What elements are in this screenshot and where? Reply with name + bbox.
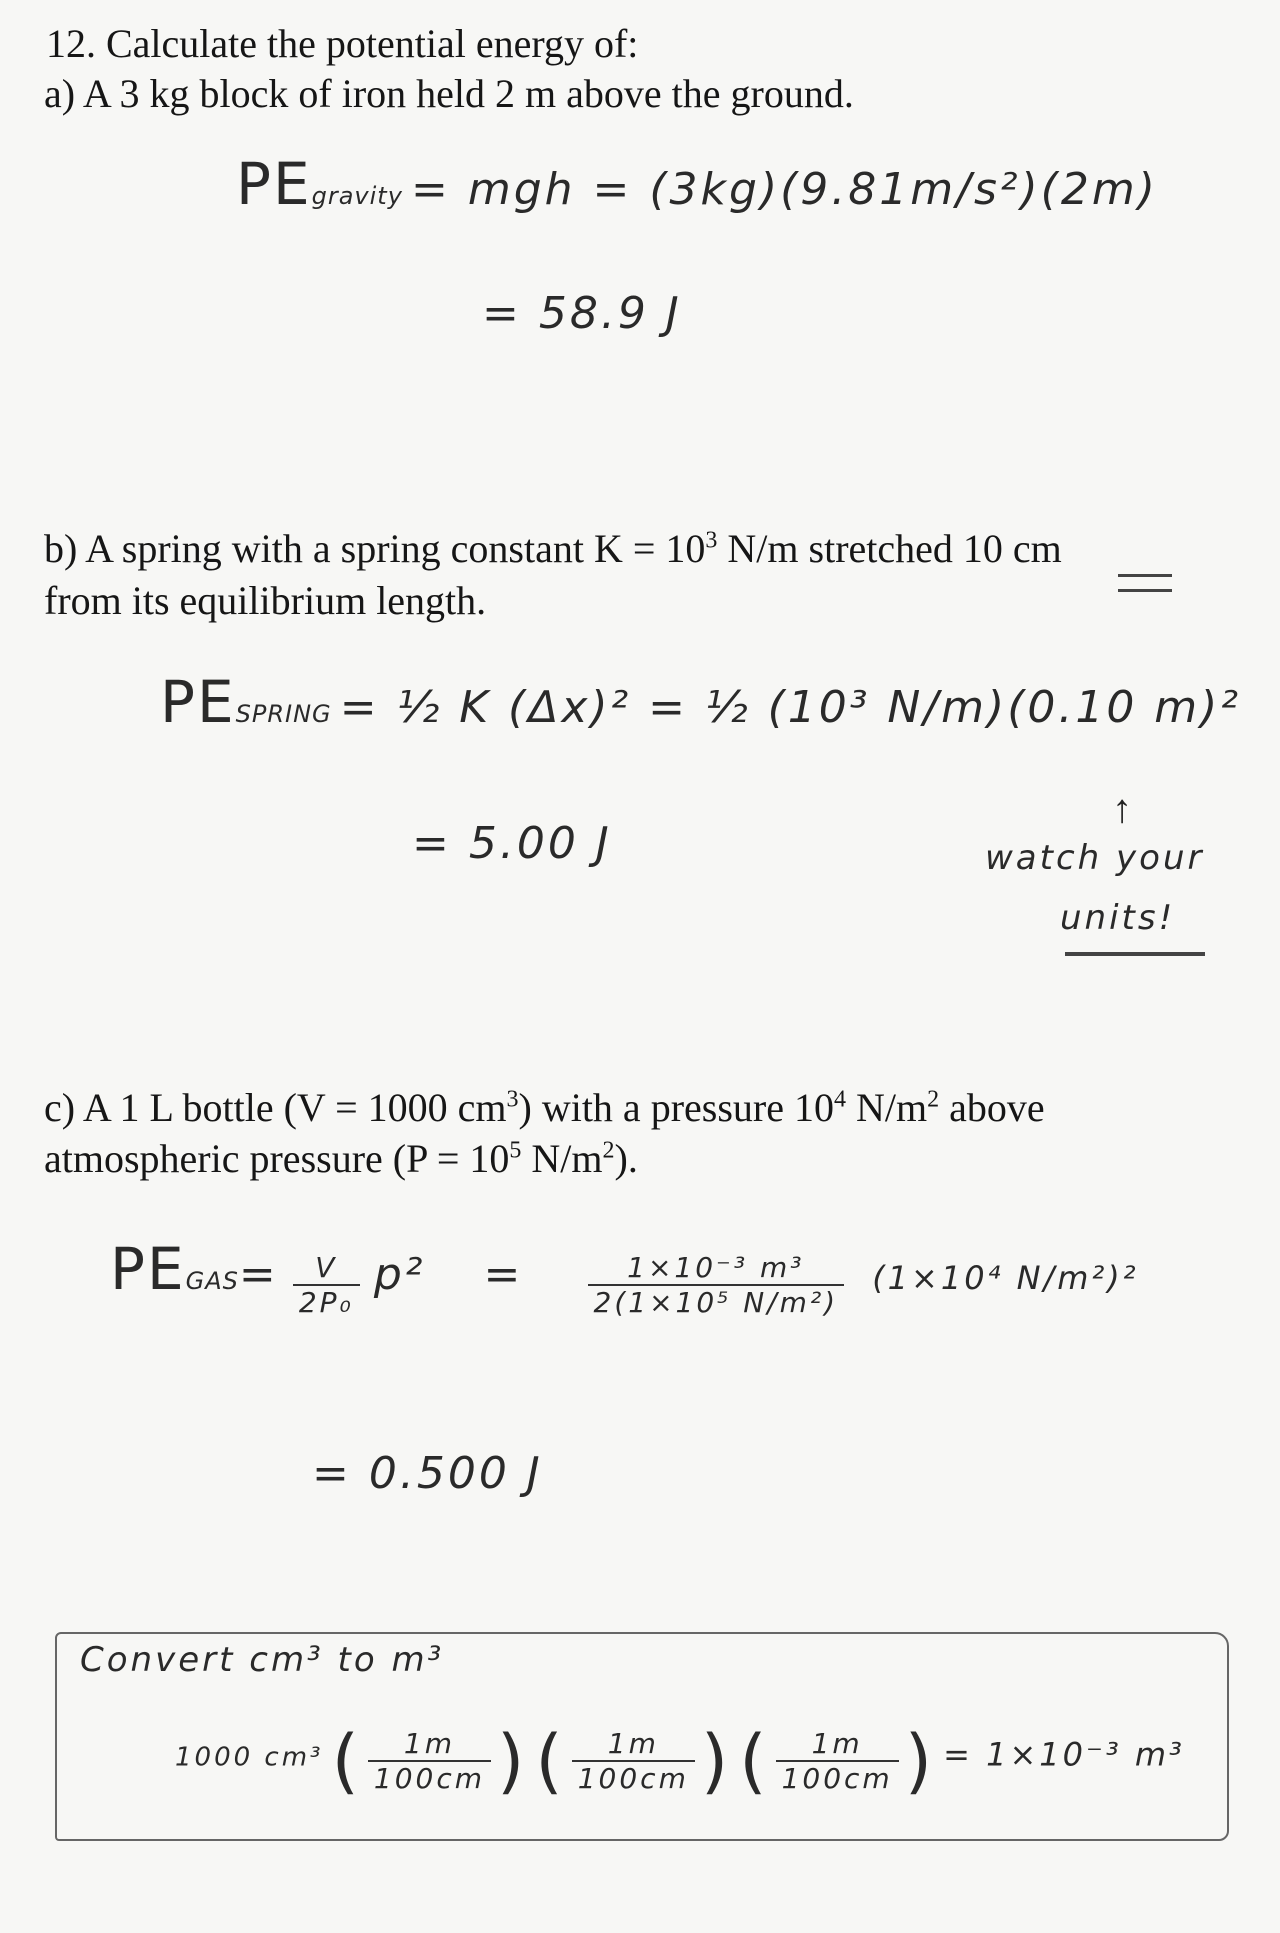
work-b-result: = 5.00 J xyxy=(412,818,612,869)
work-a-result: = 58.9 J xyxy=(482,288,682,339)
convert-title: Convert cm³ to m³ xyxy=(80,1640,445,1680)
cm-underline xyxy=(1118,574,1172,592)
question-c-line1: c) A 1 L bottle (V = 1000 $cm^3$) with a pressure $10^4$ $N/m^2$ above xyxy=(44,1085,1045,1130)
work-c-formula: PEGAS= $\frac{V}{\text{2P₀}}$ p² = $\frac{\text{1×10⁻³ m³}}{\text{2(1×10⁵ N/m²)}}$ (1×10⁴ N/m²)² xyxy=(110,1235,1139,1319)
question-c-line2: atmospheric pressure ($P = 10^5$ $N/m^2$). xyxy=(44,1136,638,1181)
note-underline xyxy=(1065,952,1205,956)
work-b-formula: PESPRING = ½ K (Δx)² = ½ (10³ N/m)(0.10 m)² xyxy=(160,668,1241,736)
conversion-line: 1000 cm³ ( $\frac{1m}{100cm}$ ) ( $\frac{1m}{100cm}$ ) ( $\frac{1m}{100cm}$ ) = 1×10⁻³ m³ xyxy=(175,1720,1185,1802)
question-a: a) A 3 kg block of iron held 2 m above the ground. xyxy=(44,71,854,116)
work-c-result: = 0.500 J xyxy=(312,1448,543,1499)
question-header: 12. Calculate the potential energy of: xyxy=(46,21,639,66)
work-a-formula: PEgravity = mgh = (3kg)(9.81m/s²)(2m) xyxy=(236,150,1158,218)
question-b-line1: b) A spring with a spring constant $K = 10^3$ N/m stretched 10 cm xyxy=(44,526,1062,571)
up-arrow-icon: ↑ xyxy=(1112,786,1132,831)
note-watch-your: watch your xyxy=(985,838,1205,878)
note-units: units! xyxy=(1060,898,1176,938)
question-b-line2: from its equilibrium length. xyxy=(44,578,487,623)
